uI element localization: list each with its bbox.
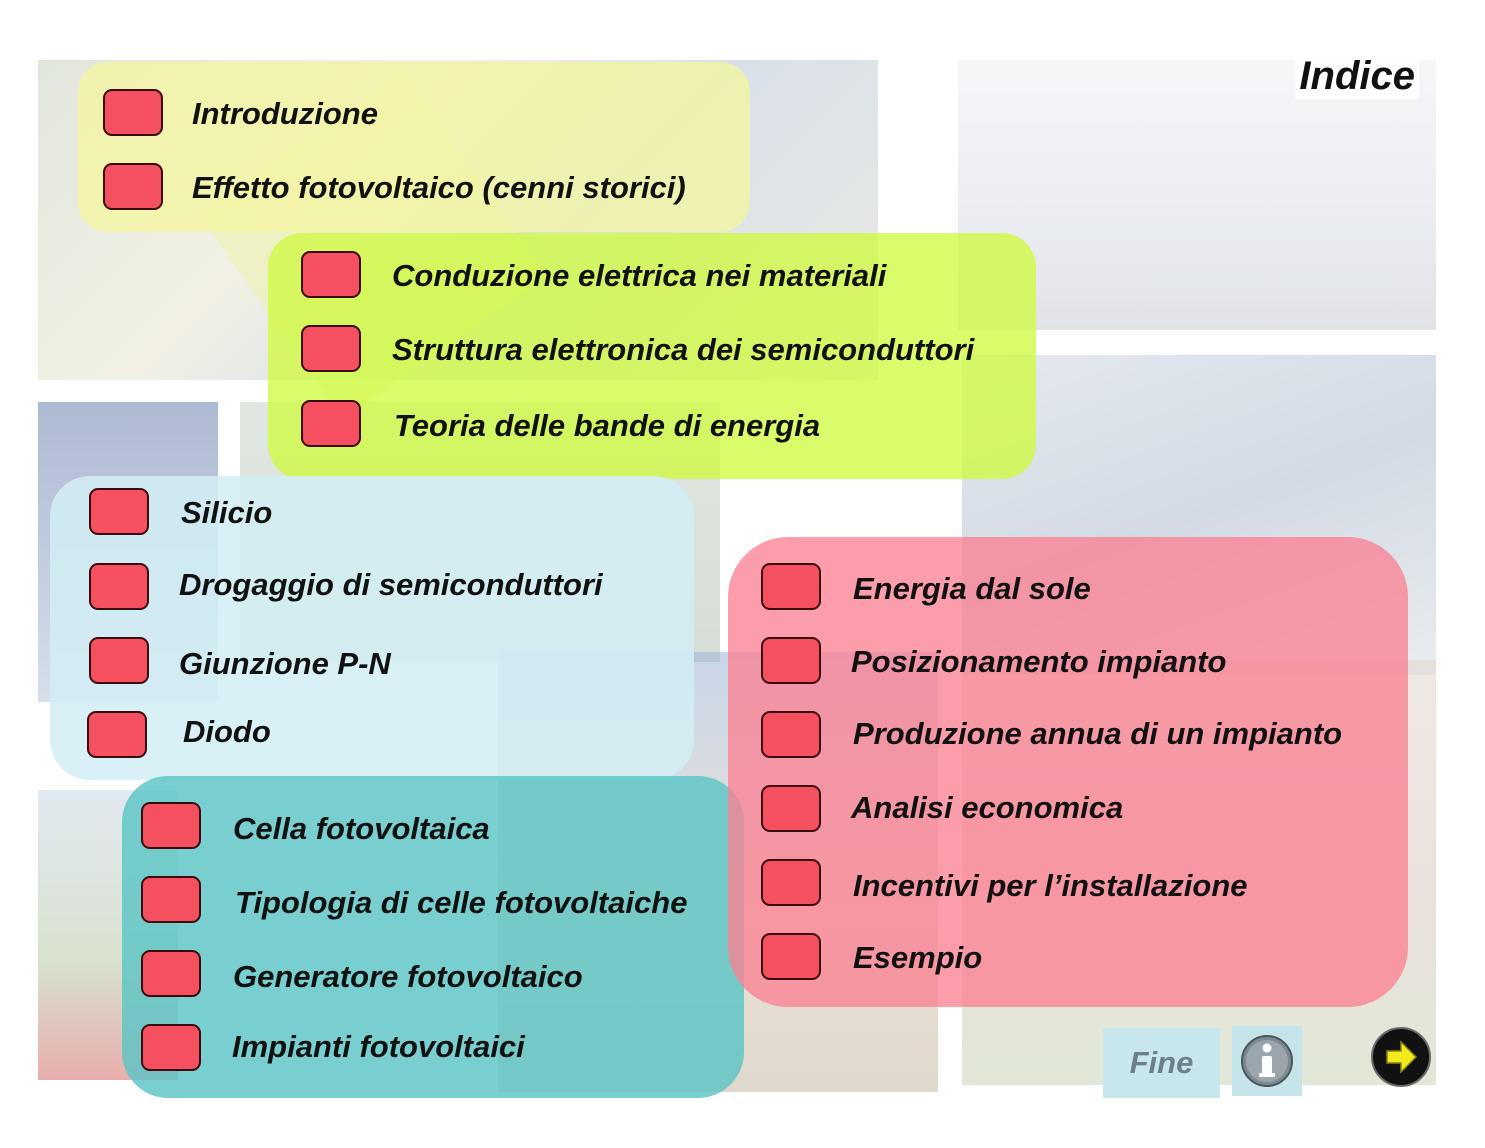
menu-item-label[interactable]: Drogaggio di semiconduttori (179, 567, 603, 602)
menu-item-label[interactable]: Silicio (181, 495, 273, 530)
menu-bullet[interactable] (761, 933, 821, 980)
menu-bullet[interactable] (141, 1024, 201, 1071)
menu-bullet[interactable] (89, 637, 149, 684)
menu-bullet[interactable] (761, 711, 821, 758)
menu-bullet[interactable] (301, 251, 361, 298)
menu-bullet[interactable] (761, 785, 821, 832)
menu-bullet[interactable] (761, 563, 821, 610)
menu-item-label[interactable]: Conduzione elettrica nei materiali (392, 258, 887, 293)
menu-bullet[interactable] (301, 400, 361, 447)
next-button[interactable] (1370, 1026, 1432, 1088)
menu-bullet[interactable] (761, 859, 821, 906)
info-icon (1239, 1033, 1295, 1089)
menu-item-label[interactable]: Tipologia di celle fotovoltaiche (235, 885, 688, 920)
menu-bullet[interactable] (103, 89, 163, 136)
arrow-right-icon (1370, 1026, 1432, 1088)
menu-item-label[interactable]: Cella fotovoltaica (233, 811, 490, 846)
menu-bullet[interactable] (761, 637, 821, 684)
menu-item-label[interactable]: Generatore fotovoltaico (233, 959, 583, 994)
group-panel-installation (728, 537, 1408, 1007)
menu-item-label[interactable]: Esempio (853, 940, 983, 975)
menu-item-label[interactable]: Impianti fotovoltaici (232, 1029, 525, 1064)
menu-item-label[interactable]: Analisi economica (851, 790, 1124, 825)
menu-bullet[interactable] (141, 802, 201, 849)
menu-bullet[interactable] (89, 563, 149, 610)
info-button[interactable] (1232, 1026, 1302, 1096)
menu-item-label[interactable]: Struttura elettronica dei semiconduttori (392, 332, 975, 367)
menu-bullet[interactable] (89, 488, 149, 535)
menu-bullet[interactable] (87, 711, 147, 758)
menu-item-label[interactable]: Energia dal sole (853, 571, 1091, 606)
menu-item-label[interactable]: Incentivi per l’installazione (853, 868, 1248, 903)
menu-item-label[interactable]: Introduzione (192, 96, 378, 131)
menu-bullet[interactable] (141, 950, 201, 997)
menu-bullet[interactable] (301, 325, 361, 372)
menu-item-label[interactable]: Effetto fotovoltaico (cenni storici) (192, 170, 686, 205)
page-title: Indice (1295, 54, 1419, 99)
menu-bullet[interactable] (103, 163, 163, 210)
menu-item-label[interactable]: Giunzione P-N (179, 646, 391, 681)
menu-item-label[interactable]: Posizionamento impianto (851, 644, 1227, 679)
fine-button[interactable]: Fine (1103, 1028, 1220, 1098)
menu-item-label[interactable]: Teoria delle bande di energia (394, 408, 821, 443)
menu-item-label[interactable]: Produzione annua di un impianto (853, 716, 1343, 751)
menu-item-label[interactable]: Diodo (183, 714, 271, 749)
group-panel-intro (78, 62, 750, 232)
menu-bullet[interactable] (141, 876, 201, 923)
